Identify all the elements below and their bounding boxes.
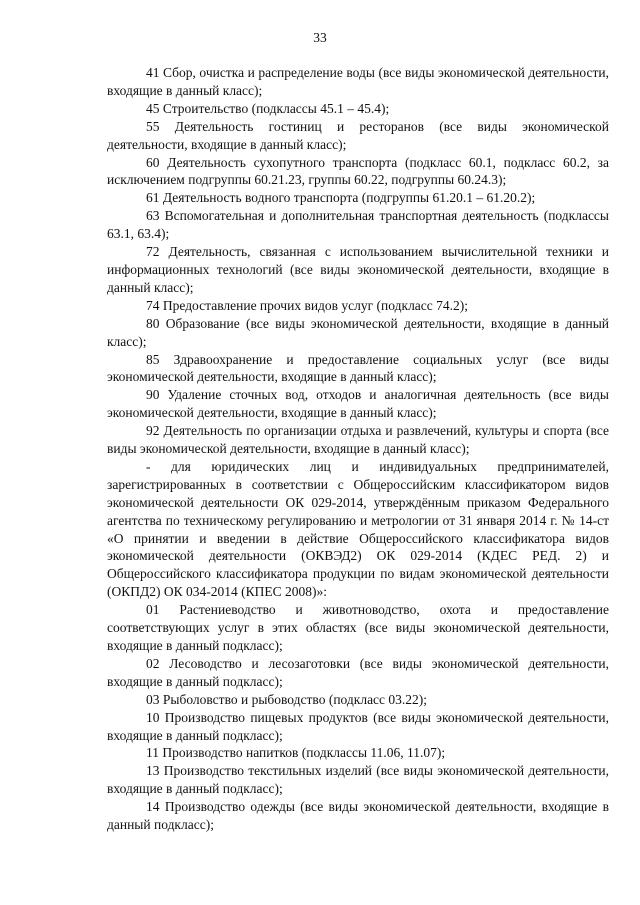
paragraph-activity-63: 63 Вспомогательная и дополнительная транспортная деятельность (подклассы 63.1, 63.4); [107, 208, 609, 242]
document-body [107, 64, 609, 834]
paragraph-activity-10: 10 Производство пищевых продуктов (все виды экономической деятельности, входящие в данный подкласс); [107, 709, 609, 743]
paragraph-activity-02: 02 Лесоводство и лесозаготовки (все виды экономической деятельности, входящие в данный подкласс); [107, 655, 609, 689]
paragraph-activity-11: 11 Производство напитков (подклассы 11.06, 11.07); [146, 745, 446, 761]
paragraph-activity-45: 45 Строительство (подклассы 45.1 – 45.4); [146, 100, 390, 116]
paragraph-activity-90: 90 Удаление сточных вод, отходов и аналогичная деятельность (все виды экономической деятельности, входящие в данный класс); [107, 387, 609, 421]
paragraph-activity-13: 13 Производство текстильных изделий (все виды экономической деятельности, входящие в данный подкласс); [107, 763, 609, 797]
paragraph-activity-60: 60 Деятельность сухопутного транспорта (подкласс 60.1, подкласс 60.2, за исключением подгруппы 60.21.23, группы 60.22, подгруппы 60.24.3); [107, 154, 609, 188]
paragraph-activity-41: 41 Сбор, очистка и распределение воды (все виды экономической деятельности, входящие в данный класс); [107, 65, 609, 98]
page-number: 33 [313, 30, 327, 45]
paragraph-activity-85: 85 Здравоохранение и предоставление социальных услуг (все виды экономической деятельности, входящие в данный класс); [107, 351, 609, 385]
paragraph-activity-61: 61 Деятельность водного транспорта (подгруппы 61.20.1 – 61.20.2); [146, 190, 536, 206]
paragraph-activity-01: 01 Растениеводство и животноводство, охота и предоставление соответствующих услуг в этих областях (все виды экономической деятельности, входящие в данный подкласс); [107, 602, 609, 653]
paragraph-activity-55: 55 Деятельность гостиниц и ресторанов (все виды экономической деятельности, входящие в данный класс); [107, 118, 609, 152]
paragraph-activity-80: 80 Образование (все виды экономической деятельности, входящие в данный класс); [107, 315, 609, 349]
paragraph-activity-92: 92 Деятельность по организации отдыха и развлечений, культуры и спорта (все виды экономической деятельности, входящие в данный класс); [107, 423, 609, 457]
paragraph-okved2-intro: - для юридических лиц и индивидуальных предпринимателей, зарегистрированных в соответствии с Общероссийским классификатором видов экономической деятельности ОК 029-2014, утверждённым приказом Федерального агентства по техническому регулированию и метрологии от 31 января 2014 г. № 14-ст «О принятии и введении в действие Общероссийского классификатора видов экономической деятельности (ОКВЭД2) ОК 029-2014 (КДЕС РЕД. 2) и Общероссийского классификатора продукции по видам экономической деятельности (ОКПД2) ОК 034-2014 (КПЕС 2008)»: [107, 458, 609, 600]
paragraph-activity-74: 74 Предоставление прочих видов услуг (подкласс 74.2); [146, 297, 469, 313]
paragraph-activity-14: 14 Производство одежды (все виды экономической деятельности, входящие в данный подкласс); [107, 799, 609, 833]
paragraph-activity-72: 72 Деятельность, связанная с использованием вычислительной техники и информационных технологий (все виды экономической деятельности, входящие в данный класс); [107, 244, 609, 295]
paragraph-activity-03: 03 Рыболовство и рыбоводство (подкласс 03.22); [146, 691, 428, 707]
